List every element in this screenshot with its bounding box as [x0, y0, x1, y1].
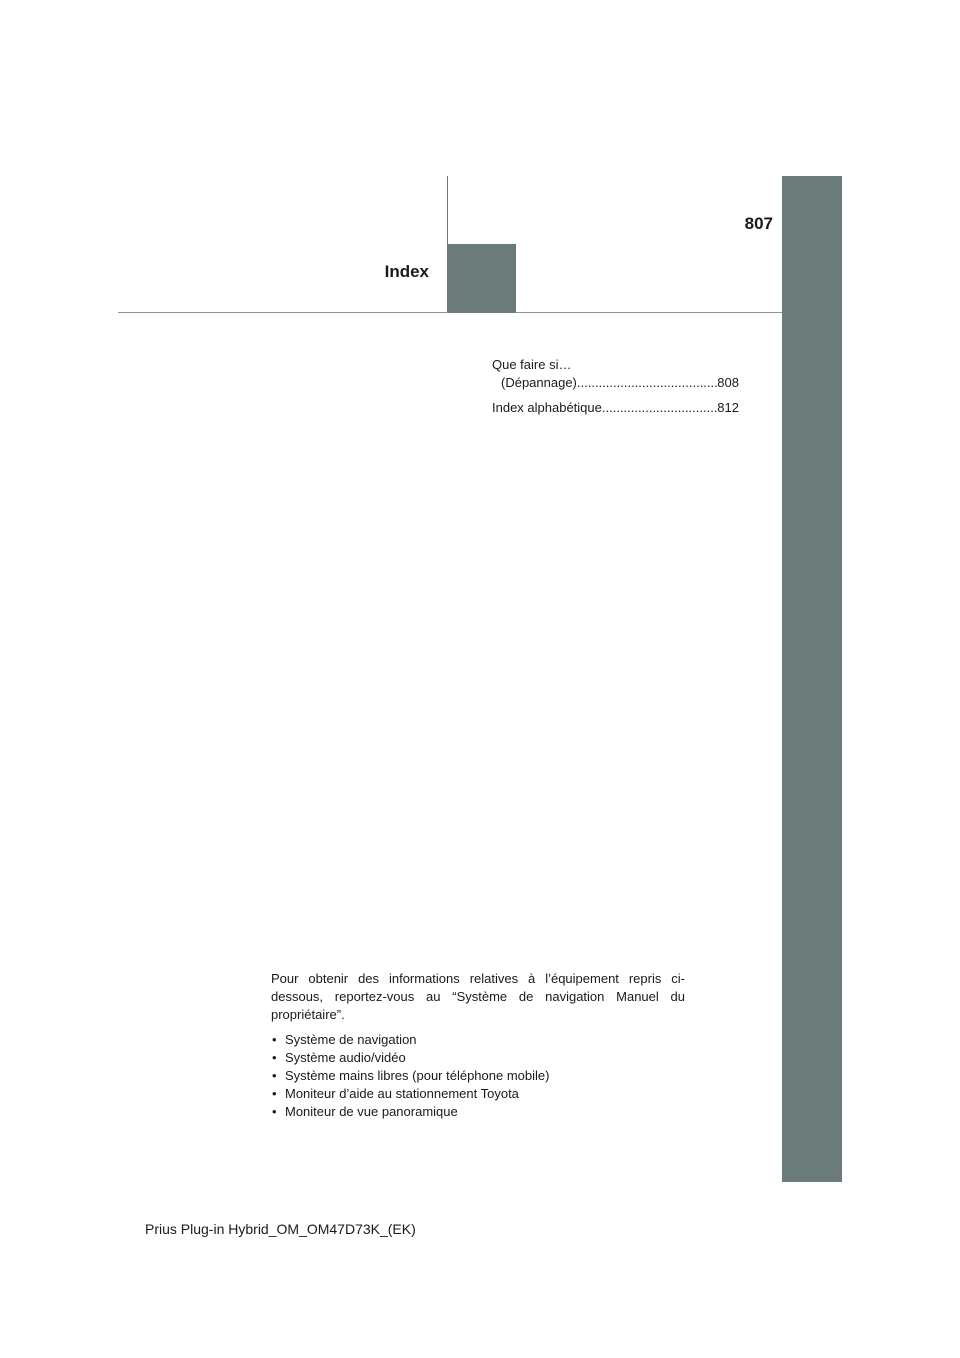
list-item: • Moniteur de vue panoramique [271, 1103, 685, 1121]
equipment-list [271, 1031, 685, 1121]
toc-entry-page: 812 [717, 400, 739, 415]
toc-leader-dots [602, 399, 717, 417]
side-thumb-bar [782, 176, 842, 1182]
list-item: • Moniteur d’aide au stationnement Toyota [271, 1085, 685, 1103]
page-number: 807 [744, 214, 773, 233]
toc-entry-troubleshooting[interactable] [492, 356, 739, 392]
list-item: • Système de navigation [271, 1031, 685, 1049]
section-title: Index [384, 262, 429, 281]
footer-document-id: Prius Plug-in Hybrid_OM_OM47D73K_(EK) [145, 1221, 416, 1237]
list-item: • Système mains libres (pour téléphone mobile) [271, 1067, 685, 1085]
table-of-contents [492, 356, 739, 424]
toc-entry-label-continued: (Dépannage) [501, 375, 577, 390]
toc-entry-page: 808 [717, 375, 739, 390]
toc-leader-dots [577, 374, 717, 392]
list-item: • Système audio/vidéo [271, 1049, 685, 1067]
navigation-notice [271, 970, 685, 1121]
toc-entry-alphabetical-index[interactable] [492, 399, 739, 417]
notice-paragraph: Pour obtenir des informations relatives à l’équipement repris ci-dessous, reportez-vous au “Système de navigation Manuel du propriétaire”. [271, 971, 685, 1022]
toc-entry-label: Que faire si… [492, 357, 572, 372]
toc-entry-label: Index alphabétique [492, 400, 602, 415]
section-tab-block [448, 244, 516, 313]
